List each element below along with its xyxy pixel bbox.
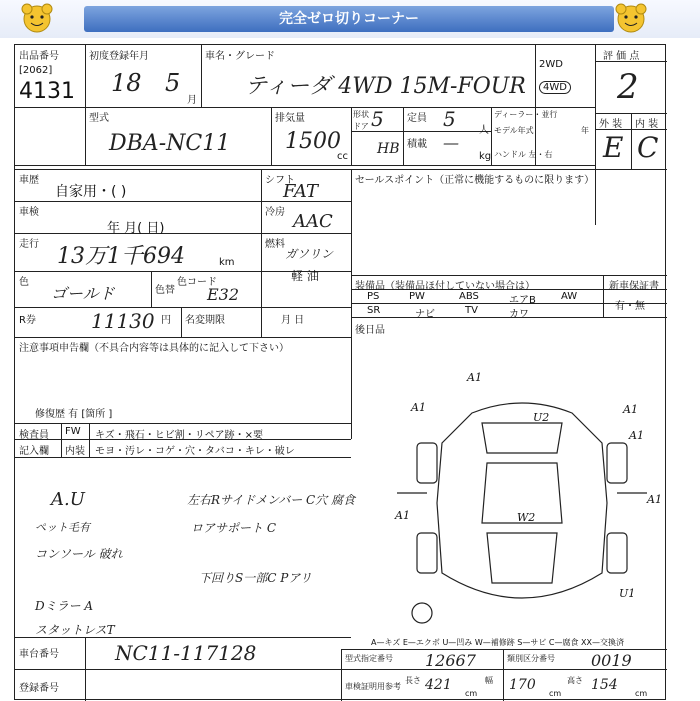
int-label: 内 装 (635, 119, 659, 130)
equip-item: ナビ (415, 309, 435, 320)
remark: スタットレスT (35, 623, 115, 637)
equip-item: ABS (459, 291, 479, 302)
car-name: ティーダ 4WD 15M-FOUR (245, 74, 526, 99)
regno-label: 登録番号 (19, 683, 59, 694)
fuel-label: 燃料 (265, 239, 285, 250)
fuel-value: ガソリン (285, 247, 334, 261)
int-value: C (637, 131, 659, 164)
lot-sub: [2062] (19, 65, 53, 76)
mascot-icon (614, 2, 648, 36)
color-change-label: 色替 (155, 285, 175, 296)
capacity-label: 定員 (407, 113, 427, 124)
remark: ロアサポート C (191, 521, 276, 535)
interior-items: モヨ・汚レ・コゲ・穴・タバコ・キレ・破レ (95, 446, 295, 457)
damage-mark: A1 (647, 493, 662, 506)
height-unit: cm (635, 689, 648, 698)
mileage-label: 走行 (19, 239, 39, 250)
height-label: 高さ (567, 676, 583, 685)
equip-item: PW (409, 291, 425, 302)
rename-label: 名変期限 (185, 315, 225, 326)
ext-label: 外 装 (599, 119, 623, 130)
remark: 左右Rサイドメンバー C穴 腐食 (187, 493, 356, 507)
ac-label: 冷房 (265, 207, 285, 218)
history-value: 自家用・( ) (55, 184, 127, 200)
sales-label: セールスポイント（正常に機能するものに限ります） (355, 175, 595, 186)
notes-label: 注意事項申告欄（不具合内容等は具体的に記入して下さい） (19, 343, 289, 354)
reg-month-unit: 月 (187, 95, 197, 106)
width-value: 170 (509, 677, 536, 693)
remark: コンソール 破れ (35, 547, 123, 561)
class-label: 類別区分番号 (507, 654, 555, 663)
type-value: DBA-NC11 (109, 131, 231, 156)
reg-year: 18 (111, 69, 142, 97)
reg-month: 5 (165, 69, 181, 97)
memo-label: 記入欄 (19, 446, 49, 457)
mileage-unit: km (219, 257, 235, 268)
history-label: 車歴 (19, 175, 39, 186)
reg-label: 初度登録年月 (89, 51, 149, 62)
cc-value: 1500 (285, 129, 341, 154)
lot-number: 4131 (19, 79, 75, 104)
year-unit: 年 (581, 126, 589, 135)
color-code-value: E32 (207, 285, 240, 304)
warranty-value: 有・無 (615, 301, 645, 312)
damage-mark: W2 (517, 511, 536, 524)
drive-label: 2WD (539, 59, 563, 70)
class-value: 0019 (591, 651, 632, 670)
equip-item: TV (465, 305, 478, 316)
cc-unit: cc (337, 151, 348, 162)
shape-label: 形状 (353, 110, 369, 119)
ac-value: AAC (293, 211, 333, 232)
delivery-label: 後日品 (355, 325, 385, 336)
damage-mark: U1 (619, 587, 636, 600)
color-code-label: 色コード (177, 277, 217, 288)
name-label: 車名・グレード (205, 51, 275, 62)
chassis-label: 車台番号 (19, 649, 59, 660)
ticket-value: 11130 (91, 309, 155, 333)
equip-item: エアB (509, 295, 536, 306)
load-label: 積載 (407, 139, 427, 150)
equip-label: 装備品（装備品ほ付していない場合は） (355, 281, 535, 292)
fw-label: FW (65, 426, 81, 437)
remark: A.U (51, 489, 85, 510)
rename-unit: 月 日 (281, 315, 305, 326)
equip-item: AW (561, 291, 578, 302)
damage-mark: A1 (467, 371, 482, 384)
damage-mark: A1 (629, 429, 644, 442)
auction-sheet (14, 44, 666, 700)
warranty-label: 新車保証書 (609, 281, 659, 292)
dealer-label: ディーラー・並行 (494, 110, 558, 119)
interior-label: 内装 (65, 446, 85, 457)
load-unit: kg (479, 151, 492, 162)
damage-mark: A1 (395, 509, 410, 522)
car-diagram (387, 383, 657, 633)
equip-item: PS (367, 291, 380, 302)
shift-label: シフト (265, 175, 295, 186)
fuel-alt: 軽 油 (291, 269, 319, 283)
lot-label: 出品番号 (19, 51, 59, 62)
shape-value: HB (377, 141, 400, 157)
width-unit: cm (549, 689, 562, 698)
cert-ref-label: 車検証明用参考 (345, 682, 401, 691)
mascot-icon (20, 2, 54, 36)
score-value: 2 (617, 67, 639, 107)
color-value: ゴールド (51, 284, 115, 303)
load-value: — (443, 133, 459, 152)
score-label: 評 価 点 (603, 51, 640, 62)
damage-legend: A—キズ E—エクボ U—凹み W—補修跡 S—サビ C—腐食 XX—交換済 (371, 638, 625, 647)
height-value: 154 (591, 677, 618, 693)
doors-label: ドア (353, 122, 369, 131)
capacity-value: 5 (443, 107, 456, 131)
type-label: 型式 (89, 113, 109, 124)
mileage-value: 13万1千694 (57, 244, 185, 269)
fw-items: キズ・飛石・ヒビ割・リペア跡・×要 (95, 430, 263, 441)
repair-label: 修復歴 有 [箇所 ] (35, 409, 113, 420)
cert-label: 型式指定番号 (345, 654, 393, 663)
shift-value: FAT (283, 181, 318, 202)
ext-value: E (603, 131, 624, 164)
len-value: 421 (425, 677, 452, 693)
ticket-unit: 円 (161, 315, 171, 326)
width-label: 幅 (485, 676, 493, 685)
chassis-value: NC11-117128 (115, 641, 257, 665)
inspect-value: 年 月( 日) (107, 221, 165, 236)
handle-label: ハンドル 左・右 (494, 150, 553, 159)
damage-mark: A1 (411, 401, 426, 414)
equip-item: SR (367, 305, 381, 316)
len-unit: cm (465, 689, 478, 698)
remark: 下回りS一部C Pアリ (199, 571, 312, 585)
doors-value: 5 (371, 107, 384, 131)
damage-mark: U2 (533, 411, 550, 424)
damage-mark: A1 (623, 403, 638, 416)
equip-item: カワ (509, 309, 529, 320)
cert-value: 12667 (425, 651, 476, 670)
ticket-label: R券 (19, 315, 36, 326)
capacity-unit: 人 (479, 125, 489, 136)
model-label: モデル年式 (494, 126, 534, 135)
len-label: 長さ (405, 676, 421, 685)
page-title: 完全ゼロ切りコーナー (84, 6, 614, 32)
remark: Dミラー A (35, 599, 94, 613)
color-label: 色 (19, 277, 29, 288)
inspect-label: 車検 (19, 207, 39, 218)
drive-value: 4WD (539, 81, 571, 94)
inspector-label: 検査員 (19, 430, 49, 441)
remark: ペット毛有 (35, 521, 90, 534)
cc-label: 排気量 (275, 113, 305, 124)
